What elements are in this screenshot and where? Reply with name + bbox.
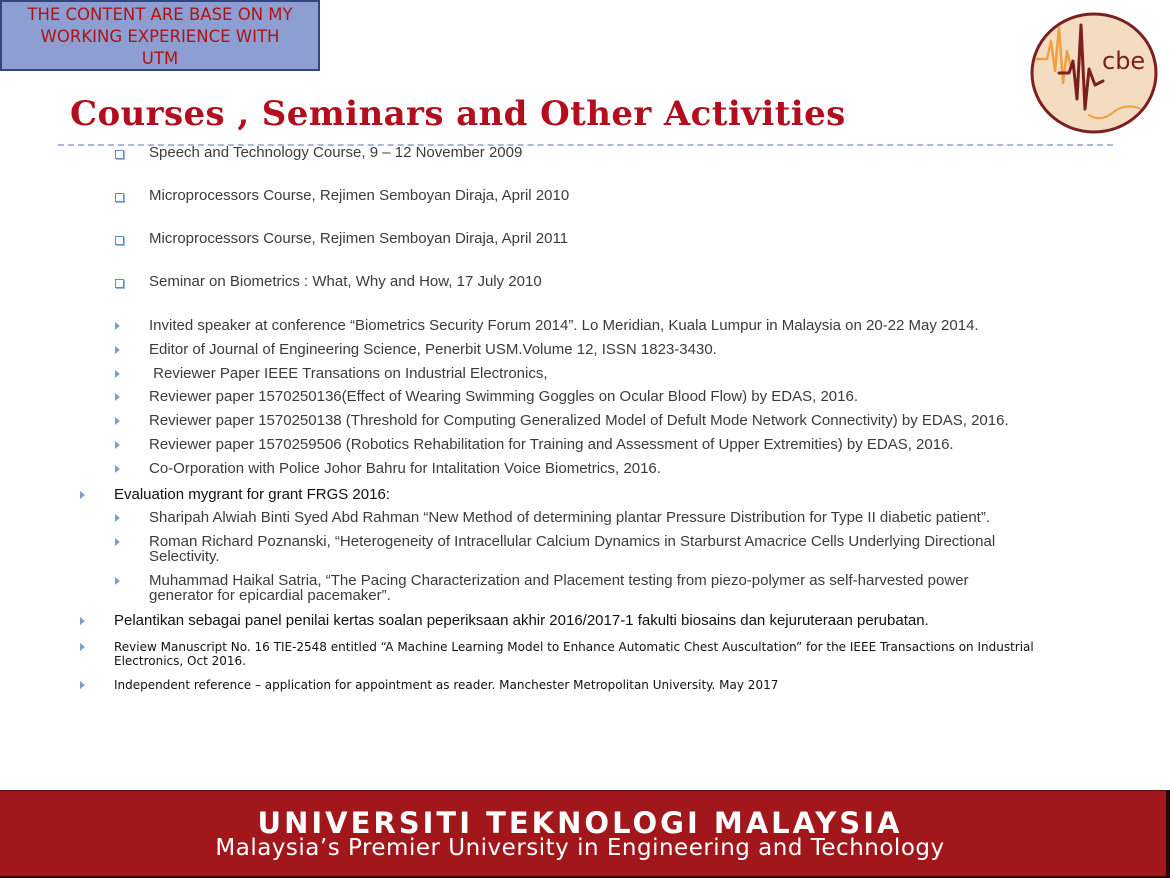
list-item-text: Co-Orporation with Police Johor Bahru for Intalitation Voice Biometrics, 2016. xyxy=(149,460,661,477)
list-item-text: Reviewer Paper IEEE Transations on Industrial Electronics, xyxy=(149,365,548,382)
square-bullet-icon xyxy=(115,150,124,159)
list-item-text: Speech and Technology Course, 9 – 12 November 2009 xyxy=(149,144,523,161)
list-item-text: Reviewer paper 1570259506 (Robotics Rehabilitation for Training and Assessment of Upper Extremities) by EDAS, 2016. xyxy=(149,436,954,453)
list-item-text: Microprocessors Course, Rejimen Semboyan Diraja, April 2010 xyxy=(149,187,570,204)
list-item-text-line-1: Muhammad Haikal Satria, “The Pacing Characterization and Placement testing from piezo-polymer as self-harvested power xyxy=(149,572,969,589)
list-item-text-line-1: Review Manuscript No. 16 TIE-2548 entitled “A Machine Learning Model to Enhance Automatic Chest Auscultation” for the IEEE Transactions on Industrial xyxy=(114,640,1034,654)
list-item-text: Editor of Journal of Engineering Science, Penerbit USM.Volume 12, ISSN 1823-3430. xyxy=(149,341,717,358)
page-title: Courses , Seminars and Other Activities xyxy=(70,94,846,134)
square-bullet-icon xyxy=(115,236,124,245)
triangle-bullet-icon xyxy=(115,370,120,378)
list-item-text: Reviewer paper 1570250138 (Threshold for Computing Generalized Model of Defult Mode Network Connectivity) by EDAS, 2016. xyxy=(149,412,1009,429)
triangle-bullet-icon xyxy=(115,577,120,585)
triangle-bullet-icon xyxy=(115,514,120,522)
triangle-bullet-icon xyxy=(80,681,85,689)
list-item-text-line-2: Electronics, Oct 2016. xyxy=(114,654,246,668)
triangle-bullet-icon xyxy=(80,617,85,625)
list-item-text-line-1: Roman Richard Poznanski, “Heterogeneity of Intracellular Calcium Dynamics in Starburst Amacrice Cells Underlying Directional xyxy=(149,533,996,550)
triangle-bullet-icon xyxy=(115,441,120,449)
list-item-text: Seminar on Biometrics : What, Why and How, 17 July 2010 xyxy=(149,273,542,290)
square-bullet-icon xyxy=(115,193,124,202)
triangle-bullet-icon xyxy=(115,465,120,473)
list-item-text: Invited speaker at conference “Biometrics Security Forum 2014”. Lo Meridian, Kuala Lumpur in Malaysia on 20-22 May 2014. xyxy=(149,317,979,334)
triangle-bullet-icon xyxy=(115,393,120,401)
triangle-bullet-icon xyxy=(115,417,120,425)
list-item-text: Microprocessors Course, Rejimen Semboyan Diraja, April 2011 xyxy=(149,230,569,247)
list-item-text-line-2: generator for epicardial pacemaker”. xyxy=(149,587,391,604)
triangle-bullet-icon xyxy=(80,643,85,651)
list-item-text-line-2: Selectivity. xyxy=(149,548,220,565)
cbe-logo xyxy=(1029,11,1159,135)
list-item-text: Sharipah Alwiah Binti Syed Abd Rahman “New Method of determining plantar Pressure Distribution for Type II diabetic patient”. xyxy=(149,509,991,526)
triangle-bullet-icon xyxy=(115,322,120,330)
university-footer-banner xyxy=(0,790,1170,878)
note-line-3: UTM xyxy=(141,49,179,68)
triangle-bullet-icon xyxy=(115,538,120,546)
experience-note-box xyxy=(0,0,320,71)
square-bullet-icon xyxy=(115,279,124,288)
list-item-text: Independent reference – application for appointment as reader. Manchester Metropolitan University. May 2017 xyxy=(114,678,779,692)
list-item-text: Reviewer paper 1570250136(Effect of Wearing Swimming Goggles on Ocular Blood Flow) by EDAS, 2016. xyxy=(149,388,858,405)
triangle-bullet-icon xyxy=(80,491,85,499)
note-line-1: THE CONTENT ARE BASE ON MY xyxy=(27,5,293,24)
note-line-2: WORKING EXPERIENCE WITH xyxy=(40,27,280,46)
list-item-text: Evaluation mygrant for grant FRGS 2016: xyxy=(114,486,390,503)
triangle-bullet-icon xyxy=(115,346,120,354)
footer-subtitle: Malaysia’s Premier University in Engineering and Technology xyxy=(215,835,945,861)
footer-title: UNIVERSITI TEKNOLOGI MALAYSIA xyxy=(257,806,903,840)
logo-text: cbe xyxy=(1102,47,1146,75)
list-item-text: Pelantikan sebagai panel penilai kertas soalan peperiksaan akhir 2016/2017-1 fakulti biosains dan kejuruteraan perubatan. xyxy=(114,612,929,629)
